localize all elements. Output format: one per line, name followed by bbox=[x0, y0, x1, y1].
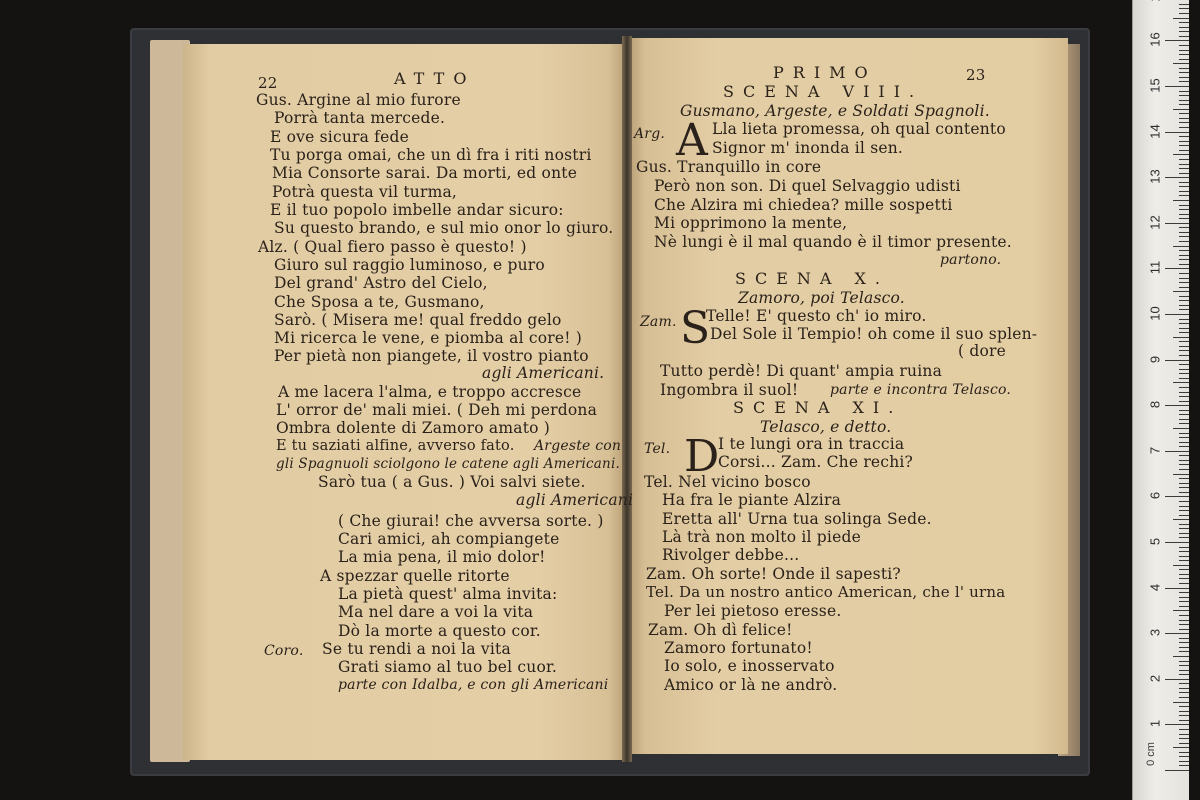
text-line: Tel. Nel vicino bosco bbox=[644, 473, 811, 491]
text-line: I te lungi ora in traccia bbox=[718, 435, 905, 453]
ruler-tick bbox=[1179, 620, 1189, 621]
ruler-tick bbox=[1179, 483, 1189, 484]
scene-heading: SCENA VIII. bbox=[723, 82, 924, 101]
text-line: Io solo, e inosservato bbox=[664, 657, 835, 675]
ruler-tick bbox=[1179, 209, 1189, 210]
ruler-tick bbox=[1179, 528, 1189, 529]
ruler-tick bbox=[1179, 145, 1189, 146]
text-line: Zam. Oh dì felice! bbox=[648, 621, 793, 639]
ruler-tick bbox=[1179, 624, 1189, 625]
stage-direction: agli Americani bbox=[516, 491, 634, 509]
ruler-tick bbox=[1179, 615, 1189, 616]
stage-direction: gli Spagnuoli sciolgono le catene agli Americani. bbox=[276, 456, 620, 472]
text-line: Su questo brando, e sul mio onor lo giuro. bbox=[274, 219, 614, 237]
ruler-tick bbox=[1179, 469, 1189, 470]
ruler-tick bbox=[1179, 401, 1189, 402]
ruler-tick bbox=[1179, 537, 1189, 538]
ruler-tick bbox=[1179, 309, 1189, 310]
left-page-number: 22 bbox=[258, 74, 278, 92]
ruler-tick bbox=[1179, 556, 1189, 557]
ruler-tick bbox=[1179, 487, 1189, 488]
speaker-label: Coro. bbox=[264, 643, 304, 659]
ruler-tick bbox=[1179, 323, 1189, 324]
ruler-tick bbox=[1173, 702, 1189, 703]
ruler-tick bbox=[1179, 305, 1189, 306]
right-page-number: 23 bbox=[966, 66, 986, 84]
ruler-tick bbox=[1165, 542, 1189, 543]
ruler-tick bbox=[1165, 633, 1189, 634]
ruler-tick bbox=[1179, 68, 1189, 69]
ruler-tick bbox=[1179, 638, 1189, 639]
text-line: Mia Consorte sarai. Da morti, ed onte bbox=[272, 164, 578, 182]
ruler-tick bbox=[1179, 551, 1189, 552]
ruler-tick bbox=[1179, 264, 1189, 265]
ruler-tick bbox=[1179, 205, 1189, 206]
ruler-tick bbox=[1165, 86, 1189, 87]
ruler-tick bbox=[1179, 752, 1189, 753]
ruler-tick bbox=[1179, 670, 1189, 671]
ruler-tick bbox=[1179, 629, 1189, 630]
ruler-tick bbox=[1179, 173, 1189, 174]
ruler-number: 15 bbox=[1147, 78, 1163, 93]
text-line: La mia pena, il mio dolor! bbox=[338, 548, 546, 566]
ruler-tick bbox=[1179, 578, 1189, 579]
ruler-number: 13 bbox=[1147, 169, 1163, 184]
measuring-ruler bbox=[1132, 0, 1189, 800]
ruler-tick bbox=[1179, 601, 1189, 602]
ruler-number: 5 bbox=[1147, 537, 1163, 546]
ruler-tick bbox=[1179, 45, 1189, 46]
ruler-tick bbox=[1179, 241, 1189, 242]
ruler-tick bbox=[1179, 8, 1189, 9]
ruler-tick bbox=[1179, 232, 1189, 233]
ruler-tick bbox=[1165, 314, 1189, 315]
text-line: Tu porga omai, che un dì fra i riti nostri bbox=[270, 146, 592, 164]
ruler-tick bbox=[1173, 246, 1189, 247]
ruler-tick bbox=[1165, 223, 1189, 224]
ruler-tick bbox=[1179, 692, 1189, 693]
ruler-tick bbox=[1179, 711, 1189, 712]
ruler-tick bbox=[1179, 113, 1189, 114]
ruler-tick bbox=[1179, 159, 1189, 160]
text-line: Mi ricerca le vene, e piomba al core! ) bbox=[274, 329, 583, 347]
ruler-tick bbox=[1179, 506, 1189, 507]
ruler-tick bbox=[1179, 510, 1189, 511]
ruler-tick bbox=[1179, 642, 1189, 643]
text-line: Giuro sul raggio luminoso, e puro bbox=[274, 256, 545, 274]
ruler-tick bbox=[1165, 679, 1189, 680]
ruler-tick bbox=[1179, 683, 1189, 684]
ruler-tick bbox=[1165, 268, 1189, 269]
ruler-number: 4 bbox=[1147, 583, 1163, 591]
ruler-tick bbox=[1173, 63, 1189, 64]
ruler-number: 12 bbox=[1147, 215, 1163, 230]
text-line: Porrà tanta mercede. bbox=[274, 109, 446, 127]
ruler-tick bbox=[1165, 588, 1189, 589]
ruler-tick bbox=[1173, 474, 1189, 475]
text-line: A me lacera l'alma, e troppo accresce bbox=[278, 383, 582, 401]
text-line: Tutto perdè! Di quant' ampia ruina bbox=[660, 362, 943, 380]
ruler-tick bbox=[1179, 697, 1189, 698]
ruler-tick bbox=[1173, 428, 1189, 429]
text-line: Tel. Da un nostro antico American, che l' urna bbox=[646, 583, 1006, 601]
ruler-tick bbox=[1179, 182, 1189, 183]
text-line: E il tuo popolo imbelle andar sicuro: bbox=[270, 201, 564, 219]
text-line: Che Sposa a te, Gusmano, bbox=[274, 293, 485, 311]
text-line: Ingombra il suol! bbox=[660, 381, 799, 399]
ruler-tick bbox=[1179, 410, 1189, 411]
text-line: ( Che giurai! che avversa sorte. ) bbox=[338, 512, 604, 530]
ruler-tick bbox=[1173, 109, 1189, 110]
ruler-tick bbox=[1179, 688, 1189, 689]
ruler-tick bbox=[1179, 118, 1189, 119]
text-line: Per lei pietoso eresse. bbox=[664, 602, 842, 620]
ruler-tick bbox=[1179, 104, 1189, 105]
scene-characters: Zamoro, poi Telasco. bbox=[738, 289, 905, 307]
ruler-tick bbox=[1179, 433, 1189, 434]
text-line: Telle! E' questo ch' io miro. bbox=[706, 307, 927, 325]
speaker-label: Arg. bbox=[634, 126, 666, 142]
text-line: Lla lieta promessa, oh qual contento bbox=[712, 120, 1006, 138]
stage-direction: parte e incontra Telasco. bbox=[830, 382, 1012, 398]
ruler-tick bbox=[1179, 501, 1189, 502]
stage-direction: agli Americani. bbox=[482, 364, 605, 382]
ruler-tick bbox=[1179, 674, 1189, 675]
ruler-tick bbox=[1165, 724, 1189, 725]
ruler-tick bbox=[1165, 132, 1189, 133]
scene-heading: SCENA X. bbox=[735, 269, 889, 288]
text-line: Là trà non molto il piede bbox=[662, 528, 861, 546]
ruler-tick bbox=[1179, 560, 1189, 561]
ruler-tick bbox=[1179, 259, 1189, 260]
ruler-tick bbox=[1179, 355, 1189, 356]
ruler-tick bbox=[1179, 423, 1189, 424]
ruler-tick bbox=[1179, 661, 1189, 662]
text-line: Gus. Argine al mio furore bbox=[256, 91, 461, 109]
ruler-tick bbox=[1179, 396, 1189, 397]
ruler-tick bbox=[1179, 378, 1189, 379]
ruler-tick bbox=[1179, 95, 1189, 96]
text-line: Alz. ( Qual fiero passo è questo! ) bbox=[258, 238, 527, 256]
text-line: La pietà quest' alma invita: bbox=[338, 585, 558, 603]
ruler-tick bbox=[1179, 91, 1189, 92]
speaker-label: Tel. bbox=[644, 441, 671, 457]
stage-direction: parte con Idalba, e con gli Americani bbox=[338, 677, 609, 693]
ruler-tick bbox=[1179, 583, 1189, 584]
ruler-tick bbox=[1173, 337, 1189, 338]
text-line: Sarò tua ( a Gus. ) Voi salvi siete. bbox=[318, 473, 586, 491]
ruler-tick bbox=[1179, 569, 1189, 570]
ruler-tick bbox=[1179, 419, 1189, 420]
ruler-tick bbox=[1165, 770, 1189, 771]
scene-heading: SCENA XI. bbox=[733, 398, 903, 417]
ruler-tick bbox=[1179, 350, 1189, 351]
scene-characters: Gusmano, Argeste, e Soldati Spagnoli. bbox=[680, 102, 990, 120]
ruler-number: 2 bbox=[1147, 674, 1163, 682]
ruler-tick bbox=[1179, 515, 1189, 516]
ruler-tick bbox=[1179, 647, 1189, 648]
ruler-number: 11 bbox=[1147, 261, 1163, 275]
ruler-tick bbox=[1179, 81, 1189, 82]
text-line: A spezzar quelle ritorte bbox=[320, 567, 510, 585]
ruler-tick bbox=[1179, 524, 1189, 525]
ruler-tick bbox=[1179, 387, 1189, 388]
ruler-number: 8 bbox=[1147, 401, 1163, 409]
ruler-tick bbox=[1179, 227, 1189, 228]
ruler-tick bbox=[1179, 729, 1189, 730]
ruler-tick bbox=[1179, 31, 1189, 32]
ruler-tick bbox=[1179, 77, 1189, 78]
ruler-tick bbox=[1179, 273, 1189, 274]
text-line: Ma nel dare a voi la vita bbox=[338, 603, 534, 621]
text-line: Zam. Oh sorte! Onde il sapesti? bbox=[646, 565, 901, 583]
text-line: Nè lungi è il mal quando è il timor presente. bbox=[654, 233, 1012, 251]
ruler-tick bbox=[1179, 141, 1189, 142]
ruler-tick bbox=[1179, 13, 1189, 14]
ruler-tick bbox=[1179, 287, 1189, 288]
text-line: Grati siamo al tuo bel cuor. bbox=[338, 658, 558, 676]
ruler-tick bbox=[1173, 519, 1189, 520]
ruler-tick bbox=[1179, 761, 1189, 762]
stage-direction: Argeste con bbox=[534, 438, 622, 454]
text-line: Signor m' inonda il sen. bbox=[712, 139, 904, 157]
text-line: Però non son. Di quel Selvaggio udisti bbox=[654, 177, 961, 195]
text-line: Per pietà non piangete, il vostro pianto bbox=[274, 347, 589, 365]
ruler-tick bbox=[1179, 574, 1189, 575]
ruler-tick bbox=[1179, 136, 1189, 137]
speaker-label: Zam. bbox=[640, 314, 677, 330]
ruler-tick bbox=[1179, 651, 1189, 652]
ruler-tick bbox=[1179, 50, 1189, 51]
text-line: L' orror de' mali miei. ( Deh mi perdona bbox=[276, 401, 598, 419]
ruler-tick bbox=[1179, 300, 1189, 301]
ruler-tick bbox=[1179, 282, 1189, 283]
text-line: Cari amici, ah compiangete bbox=[338, 530, 560, 548]
text-line: Gus. Tranquillo in core bbox=[636, 158, 822, 176]
ruler-tick bbox=[1179, 54, 1189, 55]
ruler-tick bbox=[1165, 40, 1189, 41]
ruler-tick bbox=[1165, 451, 1189, 452]
ruler-tick bbox=[1179, 492, 1189, 493]
ruler-tick bbox=[1179, 332, 1189, 333]
text-line: Corsi... Zam. Che rechi? bbox=[718, 453, 914, 471]
ruler-tick bbox=[1179, 218, 1189, 219]
text-line: Se tu rendi a noi la vita bbox=[322, 640, 511, 658]
ruler-tick bbox=[1179, 738, 1189, 739]
ruler-tick bbox=[1179, 214, 1189, 215]
ruler-tick bbox=[1179, 27, 1189, 28]
drop-cap: S bbox=[680, 303, 711, 354]
ruler-unit-label: 0 cm bbox=[1144, 742, 1157, 766]
ruler-tick bbox=[1179, 22, 1189, 23]
text-line: Sarò. ( Misera me! qual freddo gelo bbox=[274, 311, 562, 329]
drop-cap: D bbox=[684, 431, 720, 482]
ruler-tick bbox=[1179, 278, 1189, 279]
ruler-tick bbox=[1179, 296, 1189, 297]
ruler-number: 14 bbox=[1147, 123, 1163, 139]
ruler-tick bbox=[1173, 200, 1189, 201]
ruler-tick bbox=[1179, 446, 1189, 447]
ruler-tick bbox=[1179, 592, 1189, 593]
ruler-tick bbox=[1179, 373, 1189, 374]
ruler-tick bbox=[1179, 606, 1189, 607]
ruler-tick bbox=[1179, 100, 1189, 101]
text-line: Ombra dolente di Zamoro amato ) bbox=[276, 419, 551, 437]
text-line: Ha fra le piante Alzira bbox=[662, 491, 842, 509]
ruler-tick bbox=[1179, 191, 1189, 192]
ruler-tick bbox=[1179, 442, 1189, 443]
text-line: Che Alzira mi chiedea? mille sospetti bbox=[654, 196, 953, 214]
ruler-tick bbox=[1179, 720, 1189, 721]
ruler-number bbox=[1148, 0, 1163, 4]
ruler-tick bbox=[1173, 154, 1189, 155]
ruler-tick bbox=[1179, 765, 1189, 766]
ruler-tick bbox=[1179, 364, 1189, 365]
ruler-tick bbox=[1179, 460, 1189, 461]
text-line: Zamoro fortunato! bbox=[664, 639, 813, 657]
ruler-tick bbox=[1179, 319, 1189, 320]
text-line: Rivolger debbe... bbox=[662, 546, 800, 564]
ruler-tick bbox=[1179, 328, 1189, 329]
left-running-head: ATTO bbox=[394, 69, 476, 88]
ruler-tick bbox=[1173, 382, 1189, 383]
text-line: ( dore bbox=[958, 342, 1007, 360]
ruler-tick bbox=[1173, 747, 1189, 748]
ruler-tick bbox=[1179, 255, 1189, 256]
text-line: E ove sicura fede bbox=[270, 128, 409, 146]
ruler-tick bbox=[1179, 437, 1189, 438]
ruler-tick bbox=[1179, 414, 1189, 415]
ruler-tick bbox=[1179, 715, 1189, 716]
ruler-tick bbox=[1179, 195, 1189, 196]
ruler-tick bbox=[1179, 464, 1189, 465]
ruler-number: 3 bbox=[1147, 629, 1163, 637]
ruler-tick bbox=[1179, 533, 1189, 534]
ruler-tick bbox=[1179, 734, 1189, 735]
ruler-number: 9 bbox=[1147, 355, 1163, 363]
text-line: E tu saziati alfine, avverso fato. bbox=[276, 438, 515, 454]
stage-direction: partono. bbox=[940, 252, 1002, 268]
ruler-tick bbox=[1173, 656, 1189, 657]
ruler-tick bbox=[1179, 756, 1189, 757]
ruler-tick bbox=[1179, 597, 1189, 598]
ruler-tick bbox=[1179, 392, 1189, 393]
scene-characters: Telasco, e detto. bbox=[760, 418, 892, 436]
ruler-tick bbox=[1173, 565, 1189, 566]
right-running-head: PRIMO bbox=[773, 63, 877, 82]
text-line: Potrà questa vil turma, bbox=[272, 183, 458, 201]
ruler-tick bbox=[1179, 150, 1189, 151]
ruler-tick bbox=[1165, 496, 1189, 497]
ruler-tick bbox=[1179, 743, 1189, 744]
ruler-tick bbox=[1179, 122, 1189, 123]
ruler-tick bbox=[1179, 186, 1189, 187]
ruler-tick bbox=[1165, 177, 1189, 178]
ruler-tick bbox=[1179, 665, 1189, 666]
ruler-tick bbox=[1179, 478, 1189, 479]
ruler-tick bbox=[1165, 405, 1189, 406]
ruler-tick bbox=[1179, 706, 1189, 707]
ruler-number: 16 bbox=[1147, 32, 1163, 48]
ruler-number: 10 bbox=[1147, 306, 1163, 321]
ruler-tick bbox=[1179, 168, 1189, 169]
text-line: Del grand' Astro del Cielo, bbox=[274, 274, 488, 292]
ruler-tick bbox=[1179, 341, 1189, 342]
ruler-number: 6 bbox=[1147, 492, 1163, 500]
ruler-tick bbox=[1179, 250, 1189, 251]
ruler-tick bbox=[1179, 236, 1189, 237]
ruler-tick bbox=[1173, 18, 1189, 19]
ruler-tick bbox=[1179, 127, 1189, 128]
ruler-tick bbox=[1179, 346, 1189, 347]
ruler-tick bbox=[1179, 547, 1189, 548]
drop-cap: A bbox=[676, 115, 708, 166]
ruler-number: 1 bbox=[1147, 720, 1163, 728]
text-line: Amico or là ne andrò. bbox=[664, 676, 838, 694]
ruler-tick bbox=[1165, 360, 1189, 361]
ruler-tick bbox=[1179, 59, 1189, 60]
ruler-number: 7 bbox=[1147, 446, 1163, 454]
ruler-tick bbox=[1179, 455, 1189, 456]
ruler-tick bbox=[1173, 291, 1189, 292]
text-line: Dò la morte a questo cor. bbox=[338, 622, 541, 640]
book-gutter bbox=[622, 36, 632, 762]
ruler-tick bbox=[1179, 4, 1189, 5]
ruler-tick bbox=[1173, 610, 1189, 611]
ruler-tick bbox=[1179, 369, 1189, 370]
ruler-tick bbox=[1179, 72, 1189, 73]
text-line: Del Sole il Tempio! oh come il suo splen- bbox=[710, 325, 1038, 343]
ruler-tick bbox=[1179, 164, 1189, 165]
text-line: Mi opprimono la mente, bbox=[654, 214, 848, 232]
ruler-tick bbox=[1179, 36, 1189, 37]
text-line: Eretta all' Urna tua solinga Sede. bbox=[662, 510, 932, 528]
